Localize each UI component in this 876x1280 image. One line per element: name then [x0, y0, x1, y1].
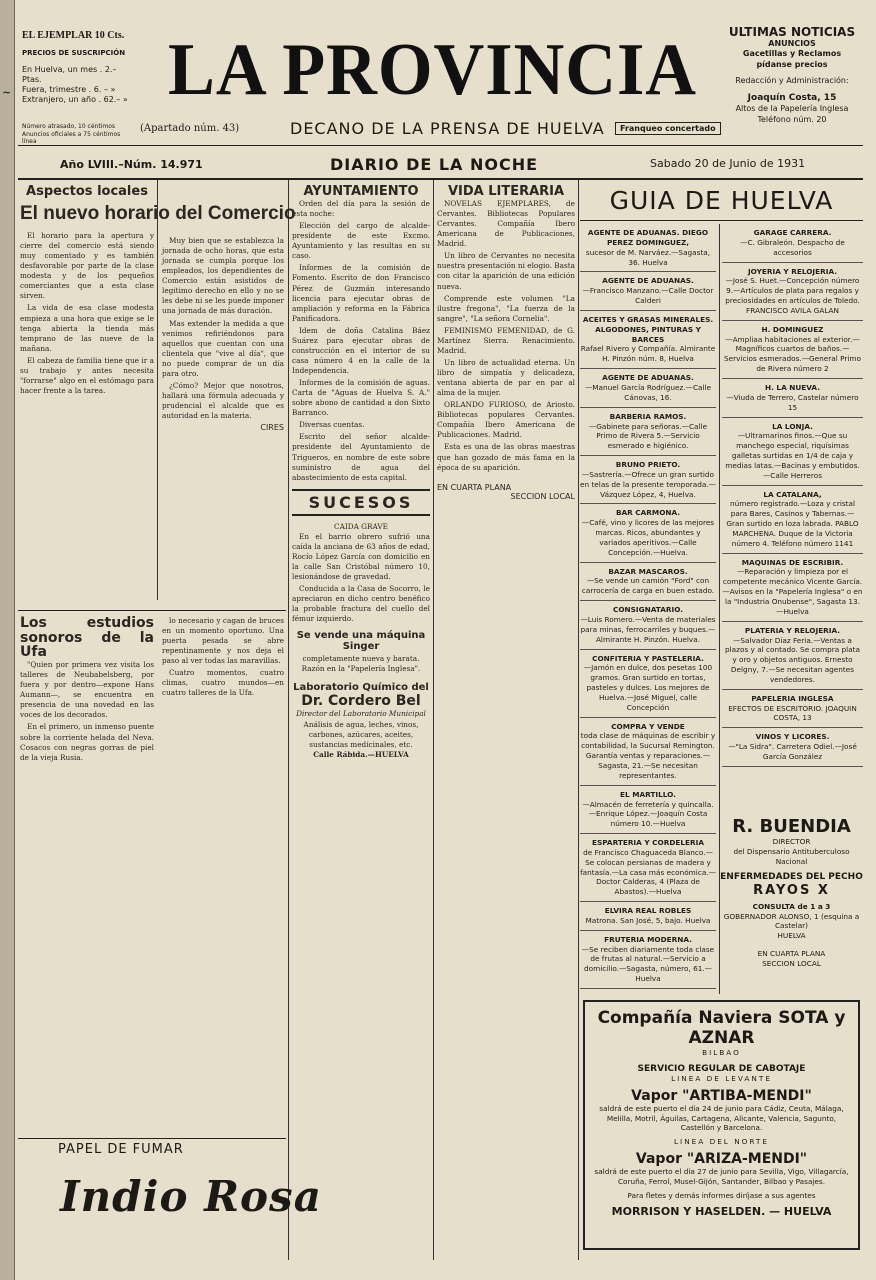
ad-name: CONFITERIA Y PASTELERIA.	[592, 653, 704, 663]
guia-title: GUIA DE HUELVA	[609, 186, 834, 215]
guia-ad	[580, 601, 716, 649]
guia-ad	[722, 224, 863, 263]
buendia-ad	[720, 816, 863, 969]
naviera-title: Compañía Naviera SOTA y AZNAR	[597, 1008, 846, 1048]
author-signature: CIRES	[260, 423, 284, 433]
paragraph: "Quien por primera vez visita los talleres de Neubabelsberg, por fuera y por dentro—expone Hans Aumann—, se encuentra en presencia de una novedad en las voces de los decorados.	[20, 660, 154, 720]
paragraph: Esta es una de las obras maestras que han gozado de más fama en la época de su aparición.	[437, 442, 575, 472]
article-rule	[18, 610, 286, 611]
ads-box	[722, 25, 862, 125]
redaccion-label: Redacción y Administración:	[735, 76, 849, 86]
ad-name: AGENTE DE ADUANAS. DIEGO PEREZ DOMINGUEZ,	[587, 228, 709, 247]
lab-name: Dr. Cordero Bel	[301, 693, 421, 710]
ad-text: Matrona. San José, 5, bajo. Huelva	[585, 915, 711, 925]
seccion-local: SECCION LOCAL	[510, 491, 575, 501]
paragraph: Diversas cuentas.	[299, 420, 365, 430]
ad-text: sucesor de M. Narváez.—Sagasta, 36. Huelva	[585, 247, 711, 267]
article-rule	[18, 1138, 286, 1139]
ad-name: BRUNO PRIETO.	[615, 460, 681, 470]
apartado: (Apartado núm. 43)	[140, 123, 240, 134]
ad-name: PAPELERIA INGLESA	[751, 693, 834, 703]
precio-line: Fuera, trimestre . 6. – »	[22, 85, 116, 94]
buendia-name: R. BUENDIA	[732, 816, 851, 837]
ad-name: COMPRA Y VENDE	[611, 721, 685, 731]
edge-mark: ~	[2, 86, 12, 99]
guia-ad	[722, 321, 863, 379]
papel-de-fumar: PAPEL DE FUMAR	[58, 1142, 184, 1157]
header-rule	[18, 145, 863, 146]
pidanse-label: pídanse precios	[756, 59, 828, 69]
ultimas-noticias: ULTIMAS NOTICIAS	[728, 25, 856, 39]
ad-text: —Almacén de ferretería y quincalla.—Enrique López.—Joaquín Costa número 10.—Huelva	[582, 799, 714, 829]
ad-text: de Francisco Chaguaceda Blanco.—Se colocan persianas de madera y fantasía.—La casa más económica.—Doctor Calderas, 4 (Plaza de Abastos).—Huelva	[580, 847, 716, 897]
guia-ad	[580, 902, 716, 931]
ad-name: H. LA NUEVA.	[765, 382, 820, 392]
guia-right-column	[722, 224, 863, 814]
indio-rosa-logo: Indio Rosa	[60, 1172, 322, 1221]
ad-text: —C. Gibraleón. Despacho de accesorios	[740, 237, 845, 257]
altos-label: Altos de la Papelería Inglesa	[735, 104, 849, 114]
ad-name: H. DOMINGUEZ	[761, 324, 824, 334]
ad-text: toda clase de máquinas de escribir y contabilidad, la Sucursal Remington. Garantía ventas y reparaciones.—Sagasta, 21.—Se necesitan representantes.	[580, 731, 716, 780]
precio-line: En Huelva, un mes . 2.– Ptas.	[22, 65, 117, 84]
column-rule	[288, 180, 289, 1260]
seccion-local: SECCION LOCAL	[762, 958, 821, 968]
guia-rule	[580, 220, 863, 221]
paragraph: Un libro de actualidad eterna. Un libro de simpatía y delicadeza, ventana abierta de par en par al alma de la mujer.	[437, 357, 575, 398]
gacetillas-label: Gacetillas y Reclamos	[742, 49, 842, 59]
paragraph: Muy bien que se establezca la jornada de ocho horas, que esta jornada se cumpla porque los empleados, los dependientes de Comercio están asistidos de legitimo derecho en ello y no se les debe ni se les puede imponer una jornada de más duración.	[162, 236, 284, 316]
buendia-consulta: CONSULTA de 1 a 3	[752, 901, 831, 911]
ad-name: CONSIGNATARIO.	[612, 605, 684, 615]
vapor-ariza: Vapor "ARIZA-MENDI"	[635, 1151, 808, 1168]
franqueo-stamp: Franqueo concertado	[615, 122, 721, 135]
guia-ad	[580, 931, 716, 989]
ad-name: BARBERIA RAMOS.	[609, 411, 687, 421]
guia-ad	[580, 504, 716, 562]
paragraph: lo necesario y cagan de bruces en un momento oportuno. Una puerta pesada se abre repentinamente y nos deja el paso al ver todas las maravillas.	[162, 616, 284, 666]
guia-ad	[722, 379, 863, 418]
telefono-label: Teléfono núm. 20	[757, 114, 827, 124]
linea-norte: LINEA DEL NORTE	[673, 1137, 770, 1147]
section-title: AYUNTAMIENTO	[303, 184, 419, 199]
guia-ad	[580, 224, 716, 272]
ad-text: —Gabinete para señoras.—Calle Primo de Rivera 5.—Servicio esmerado e higiénico.	[588, 421, 708, 451]
lab-addr: Calle Rábida.—HUELVA	[313, 749, 409, 759]
ad-name: JOYERIA Y RELOJERIA.	[747, 266, 838, 276]
sucesos-banner	[292, 489, 430, 516]
guia-ad	[722, 622, 863, 690]
guia-ad	[580, 408, 716, 456]
paragraph: En el primero, un inmenso puente sobre la corriente helada del Neva. Cosacos con negras gorras de piel de la vieja Rusia.	[20, 722, 154, 762]
ad-text: —Viuda de Terrero, Castelar número 15	[726, 392, 859, 412]
precios-title: PRECIOS DE SUSCRIPCIÓN	[22, 49, 126, 57]
article-vida-literaria	[437, 184, 575, 1254]
naviera-city: BILBAO	[702, 1048, 741, 1057]
paragraph: Conducida a la Casa de Socorro, le apreciaron en dicho centro benéfico la probable fractura del cuello del fémur izquierdo.	[292, 584, 430, 624]
guia-ad	[580, 650, 716, 718]
section-title: Aspectos locales	[26, 184, 148, 199]
lab-title: Laboratorio Químico del	[293, 682, 429, 694]
ad-name: LA CATALANA,	[763, 489, 822, 499]
ad-text: número registrado.—Loza y cristal para Bares, Casinos y Tabernas.—Gran surtido en loza labrada. PABLO MARCHENA. Duque de la Victoria número 4. Teléfono número 1141	[726, 499, 859, 548]
buendia-director: DIRECTOR	[772, 837, 811, 846]
ad-text: —Se reciben diariamente toda clase de frutas al natural.—Servicio a domicilio.—Sagasta, número, 61.—Huelva	[581, 944, 715, 984]
headline: El nuevo horario del Comercio	[20, 203, 296, 224]
ad-text: —José S. Huet.—Concepción número 9.—Artículos de plata para regalos y preciosidades en artículos de Toledo. FRANCISCO AVILA GALAN	[725, 276, 860, 315]
ad-text: —Sastrería.—Ofrece un gran surtido en telas de la presente temporada.—Vázquez López, 4, Huelva.	[580, 469, 716, 499]
paragraph: ORLANDO FURIOSO, de Ariosto. Bibliotecas populares Cervantes. Compañía Ibero Americana de Publicaciones. Madrid.	[437, 400, 575, 440]
header-rule	[18, 178, 863, 180]
cuarta-plana: EN CUARTA PLANA	[757, 949, 826, 959]
ano-numero: Año LVIII.–Núm. 14.971	[60, 158, 203, 171]
buendia-city: HUELVA	[777, 931, 806, 941]
paragraph: Mas extender la medida a que venimos refiriéndonos para aquellos que cuentan con una clientela que "vive al día", que no puede comprar de un día para otro.	[162, 318, 284, 378]
guia-ad	[580, 311, 716, 369]
ad-name: MAQUINAS DE ESCRIBIR.	[741, 557, 844, 567]
paragraph: El cabeza de familia tiene que ir a su trabajo y antes necesita "forrarse" algo en el estómago para hacer frente a la tarea.	[20, 355, 154, 395]
paragraph: NOVELAS EJEMPLARES, de Cervantes. Bibliotecas Populares Cervantes. Compañía Ibero Americana de Publicaciones, Madrid.	[437, 199, 575, 249]
singer-note: completamente nueva y barata.	[302, 654, 420, 664]
ad-name: ACEITES Y GRASAS MINERALES. ALGODONES, PINTURAS Y BARCES	[582, 314, 714, 344]
paragraph: Informes de la comisión de aguas. Carta de "Aguas de Huelva S. A." sobre abono de cantidad a don Sixto Barranco.	[292, 378, 430, 418]
paragraph: El horario para la apertura y cierre del comercio está siendo muy comentado y es también desfavorable por parte de la clase modesta y de los pequeños comerciantes que a esta clase sirven.	[20, 231, 154, 301]
paragraph: Orden del día para la sesión de esta noche:	[292, 199, 430, 219]
page-edge	[0, 0, 15, 1280]
vapor-ariza-text: saldrá de este puerto el día 27 de junio para Sevilla, Vigo, Villagarcía, Coruña, Ferrol, Musel-Gijón, Santander, Bilbao y Pasajes.	[594, 1167, 849, 1186]
ad-text: —Reparación y limpieza por el competente mecánico Vicente García.—Avisos en la "Papelería Inglesa" o en la "Industria Onubense", Sagasta 13.—Huelva	[722, 567, 863, 616]
paragraph: Un libro de Cervantes no necesita nuestra presentación ni elogio. Basta con citar la aparición de una edición nueva.	[437, 251, 575, 291]
ad-name: BAZAR MASCAROS.	[608, 566, 688, 576]
ad-name: AGENTE DE ADUANAS.	[602, 373, 694, 383]
ad-text: —Manuel García Rodríguez.—Calle Cánovas, 16.	[584, 382, 712, 402]
paragraph: La vida de esa clase modesta empieza a una hora que exige se le tenga abierta la tienda más temprano de las nueve de la mañana.	[20, 303, 154, 353]
guia-left-column	[580, 224, 716, 994]
anuncios-label: ANUNCIOS	[768, 39, 816, 48]
singer-ad: Se vende una máquina Singer	[296, 630, 426, 653]
naviera-fletes: Para fletes y demás informes diríjase a sus agentes	[627, 1190, 816, 1200]
direccion: Joaquín Costa, 15	[747, 92, 837, 103]
paragraph: Escrito del señor alcalde-presidente del Ayuntamiento de Trigueros, en nombre de este sobre suministro de agua del abastecimiento de esta capital.	[292, 432, 430, 482]
ad-name: GARAGE CARRERA.	[753, 228, 832, 237]
ad-text: —Ampliaa habitaciones al exterior.—Magníficos cuartos de baños.—Servicios esmerados.—General Primo de Rivera número 2	[724, 334, 861, 374]
paragraph: Elección del cargo de alcalde-presidente de este Excmo. Ayuntamiento y las resultas en su caso.	[292, 221, 430, 261]
lab-sub: Director del Laboratorio Municipal	[296, 709, 426, 719]
fecha: Sabado 20 de Junio de 1931	[650, 157, 806, 170]
paragraph: Comprende este volumen "La ilustre fregona", "La fuerza de la sangre", "La señora Cornelia".	[437, 293, 575, 323]
ad-text: —Café, vino y licores de las mejores marcas. Ricos, abundantes y variados aperitivos.—Calle Concepción.—Huelva.	[581, 518, 715, 557]
buendia-dispensario: del Dispensario Antituberculoso Nacional	[733, 846, 850, 866]
guia-ad	[580, 834, 716, 902]
diario-de-la-noche: DIARIO DE LA NOCHE	[330, 155, 539, 174]
ad-text: Rafael Rivero y Compañía. Almirante H. Pinzón núm. 8, Huelva	[580, 344, 716, 364]
column-rule	[157, 180, 158, 600]
ad-text: —"La Sidra". Carretera Odiel.—José García González	[728, 742, 857, 761]
guia-ad	[580, 369, 716, 408]
guia-ad	[580, 786, 716, 834]
ad-text: —Jamón en dulce, dos pesetas 100 gramos. Gran surtido en tortas, pasteles y dulces. Los mejores de Huelva.—José Miguel, calle Concepción	[583, 663, 713, 712]
lab-text: Análisis de agua, leches, vinos, carbones, azúcares, aceites, sustancias medicinales, etc.	[303, 719, 419, 749]
subscription-box	[22, 30, 132, 146]
paragraph: FEMINISMO FEMENIDAD, de G. Martínez Sierra. Renacimiento. Madrid.	[437, 325, 575, 355]
ad-text: —Se vende un camión "Ford" con carrocería de carga en buen estado.	[581, 576, 715, 596]
guia-ad	[580, 718, 716, 786]
article-ufa-cont	[162, 616, 284, 1136]
ad-name: PLATERIA Y RELOJERIA.	[744, 625, 841, 635]
ad-text: —Francisco Manzano.—Calle Doctor Calderi	[582, 286, 714, 306]
paragraph: En el barrio obrero sufrió una caída la anciana de 63 años de edad, Rocío López García con domicilio en la calle San Cristóbal número 10, lesionándose de gravedad.	[292, 531, 430, 581]
ad-name: BAR CARMONA.	[615, 508, 681, 518]
precio-line: Extranjero, un año . 62.– »	[22, 95, 128, 104]
paragraph: Informes de la comisión de Fomento. Escrito de don Francisco Pérez de Guzmán interesando licencia para ejecutar obras de ampliación y reforma en la Fábrica Panificadora.	[292, 263, 430, 323]
buendia-enf: ENFERMEDADES DEL PECHO	[720, 871, 863, 882]
guia-ad	[580, 563, 716, 602]
ad-name: LA LONJA.	[772, 421, 813, 431]
decano-subtitle: DECANO DE LA PRENSA DE HUELVA	[290, 119, 605, 138]
ad-text: —Salvador Díaz Feria.—Ventas a plazos y al contado. Se compra plata y oro y objetos antiguos. Ernesto Delgny, 7.—Se necesitan agentes vendedores.	[725, 635, 860, 684]
guia-ad	[722, 418, 863, 486]
ad-name: VINOS Y LICORES.	[755, 732, 830, 742]
ad-text: —Ultramarinos finos.—Que su manchego especial, riquísimas galletas surtidas en 1/4 de caja y medias latas.—Bacinas y embutidos.—Calle Herreros	[725, 431, 860, 480]
guia-ad	[722, 263, 863, 321]
vapor-artiba: Vapor "ARTIBA-MENDI"	[631, 1087, 812, 1104]
ad-text: —Luis Romero.—Venta de materiales para minas, ferrocarriles y buques.—Almirante H. Pinzón. Huelva.	[580, 615, 716, 644]
ejemplar-price: EL EJEMPLAR 10 Cts.	[22, 30, 125, 41]
anuncios-oficiales: Anuncios oficiales a 75 céntimos línea	[22, 130, 121, 145]
column-rule	[578, 180, 579, 1260]
naviera-servicio: SERVICIO REGULAR DE CABOTAJE	[637, 1063, 806, 1074]
ad-name: ESPARTERIA Y CORDELERIA	[592, 838, 704, 848]
guia-ad	[722, 554, 863, 622]
newspaper-title: LA PROVINCIA	[168, 29, 697, 111]
ad-name: EL MARTILLO.	[620, 789, 676, 799]
guia-ad	[722, 728, 863, 767]
article-horario-cont	[162, 236, 284, 612]
guia-ad	[722, 690, 863, 729]
section-title: SUCESOS	[308, 492, 414, 512]
subheadline: CAIDA GRAVE	[334, 521, 388, 531]
ad-name: ELVIRA REAL ROBLES	[604, 906, 692, 916]
buendia-rayos: RAYOS X	[753, 882, 830, 898]
ad-name: AGENTE DE ADUANAS.	[602, 276, 694, 286]
ad-text: EFECTOS DE ESCRITORIO. JOAQUIN COSTA, 13	[728, 703, 857, 723]
section-title: VIDA LITERARIA	[447, 184, 565, 199]
vapor-artiba-text: saldrá de este puerto el día 24 de junio para Cádiz, Ceuta, Málaga, Melilla, Motril, Águilas, Cartagena, Alicante, Valencia, Sagunto, Castellón y Barcelona.	[599, 1103, 844, 1133]
numero-atrasado: Número atrasado, 10 céntimos	[22, 123, 116, 130]
naviera-ad	[583, 1000, 860, 1250]
guia-ad	[580, 456, 716, 504]
column-rule	[433, 180, 434, 1260]
article-ayuntamiento	[292, 184, 430, 1254]
guia-ad	[722, 486, 863, 554]
ad-name: FRUTERIA MODERNA.	[604, 934, 692, 944]
guia-ad	[580, 272, 716, 311]
linea-levante: LINEA DE LEVANTE	[671, 1073, 772, 1083]
article-ufa	[20, 616, 154, 1136]
naviera-agentes: MORRISON Y HASELDEN. — HUELVA	[611, 1204, 832, 1218]
buendia-addr: GOBERNADOR ALONSO, 1 (esquina a Castelar)	[723, 911, 860, 931]
singer-razon: Razón en la "Papelería Inglesa".	[301, 664, 421, 674]
paragraph: ¿Cómo? Mejor que nosotros, hallará una fórmula adecuada y prudencial el alcalde que es autoridad en la materia.	[162, 380, 284, 421]
paragraph: Idem de doña Catalina Báez Suárez para ejecutar obras de construcción en el interior de su casa número 4 en la calle de la Independencia.	[292, 325, 430, 375]
headline: Los estudios sonoros de la Ufa	[20, 615, 154, 661]
cuarta-plana: EN CUARTA PLANA	[437, 482, 512, 492]
paragraph: Cuatro momentos, cuatro climas, cuatro mundos—en cuatro talleres de la Ufa.	[162, 668, 284, 698]
